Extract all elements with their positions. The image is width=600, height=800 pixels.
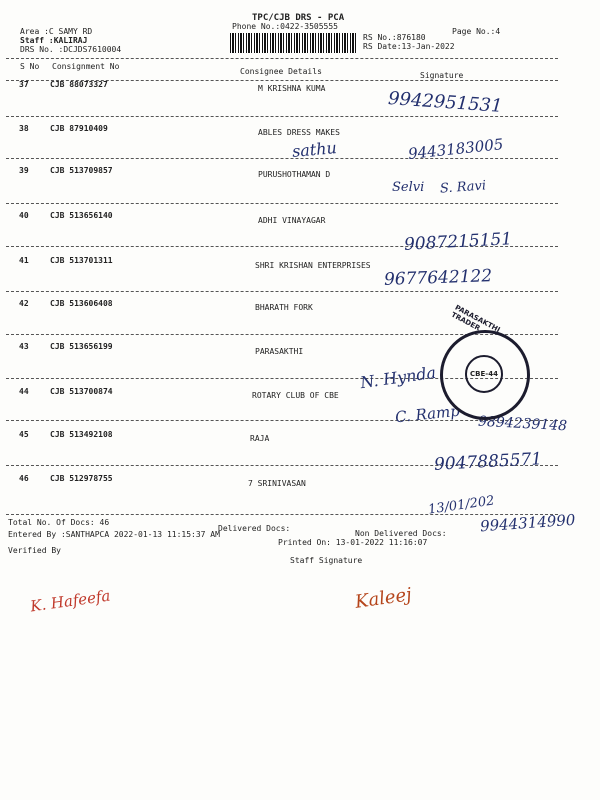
verifier-signature: K. Hafeefa <box>29 586 112 616</box>
page-number: Page No.:4 <box>452 27 501 36</box>
row-serial: 44 <box>19 387 29 396</box>
handwritten-phone: 9087215151 <box>403 229 513 255</box>
column-consignment-no: Consignment No <box>52 62 120 71</box>
row-serial: 37 <box>19 80 29 89</box>
document-title: TPC/CJB DRS - PCA <box>252 13 345 23</box>
row-divider <box>6 514 558 515</box>
row-consignment-number: CJB 513700874 <box>50 387 113 396</box>
column-signature: Signature <box>420 71 464 80</box>
row-consignment-number: CJB 513656140 <box>50 211 113 220</box>
non-delivered-docs: Non Delivered Docs: <box>355 529 447 538</box>
barcode <box>230 33 358 53</box>
row-serial: 42 <box>19 299 29 308</box>
row-consignee: 7 SRINIVASAN <box>248 479 306 488</box>
row-consignee: SHRI KRISHAN ENTERPRISES <box>255 261 371 270</box>
row-consignment-number: CJB 513492108 <box>50 430 113 439</box>
header-divider-top <box>6 58 558 59</box>
row-consignee: ROTARY CLUB OF CBE <box>252 391 339 400</box>
phone-number: Phone No.:0422-3505555 <box>232 22 338 31</box>
row-serial: 38 <box>19 124 29 133</box>
handwritten-signature: C. Ramp <box>394 401 461 427</box>
staff-signature: Kaleej <box>353 584 414 613</box>
row-consignment-number: CJB 87910409 <box>50 124 108 133</box>
delivered-docs: Delivered Docs: <box>218 524 291 533</box>
row-serial: 46 <box>19 474 29 483</box>
row-serial: 45 <box>19 430 29 439</box>
handwritten-phone: 9894239148 <box>477 413 568 435</box>
row-consignee: RAJA <box>250 434 270 443</box>
handwritten-phone: 9942951531 <box>387 88 504 117</box>
row-consignment-number: CJB 513606408 <box>50 299 113 308</box>
handwritten-phone: 9443183005 <box>407 135 505 163</box>
row-divider <box>6 116 558 117</box>
row-serial: 43 <box>19 342 29 351</box>
handwritten-phone: 9944314990 <box>479 510 576 536</box>
row-consignee: ABLES DRESS MAKES <box>258 128 340 137</box>
company-stamp <box>440 303 530 420</box>
verified-by: Verified By <box>8 546 61 555</box>
row-consignee: PURUSHOTHAMAN D <box>258 170 331 179</box>
total-docs: Total No. Of Docs: 46 <box>8 518 110 527</box>
handwritten-signature: Selvi <box>392 180 425 195</box>
row-serial: 40 <box>19 211 29 220</box>
rs-date: RS Date:13-Jan-2022 <box>363 42 455 51</box>
row-divider <box>6 203 558 204</box>
staff-signature-label: Staff Signature <box>290 556 363 565</box>
row-consignee: BHARATH FORK <box>255 303 313 312</box>
handwritten-date: 13/01/202 <box>427 493 496 518</box>
row-consignment-number: CJB 513709857 <box>50 166 113 175</box>
handwritten-signature: sathu <box>291 138 338 161</box>
row-consignee: M KRISHNA KUMA <box>258 84 326 93</box>
row-consignment-number: CJB 512978755 <box>50 474 113 483</box>
row-serial: 41 <box>19 256 29 265</box>
entered-by: Entered By :SANTHAPCA 2022-01-13 11:15:37 AM <box>8 530 220 539</box>
row-divider <box>6 158 558 159</box>
handwritten-signature: S. Ravi <box>439 178 487 197</box>
rs-number: RS No.:876180 <box>363 33 426 42</box>
row-divider <box>6 291 558 292</box>
drs-number: DRS No. :DCJDS7610004 <box>20 45 122 54</box>
row-consignment-number: CJB 88073327 <box>50 80 108 89</box>
stamp-inner-text: CBE-44 <box>465 355 503 393</box>
column-s-no: S No <box>20 62 40 71</box>
row-serial: 39 <box>19 166 29 175</box>
staff-label: Staff :KALIRAJ <box>20 36 88 45</box>
row-consignment-number: CJB 513701311 <box>50 256 113 265</box>
column-consignee-details: Consignee Details <box>240 67 322 76</box>
stamp-outer-text: PARASAKTHI TRADER <box>449 303 502 335</box>
printed-on: Printed On: 13-01-2022 11:16:07 <box>278 538 428 547</box>
row-consignment-number: CJB 513656199 <box>50 342 113 351</box>
row-divider <box>6 420 558 421</box>
handwritten-phone: 9047885571 <box>433 449 543 475</box>
row-consignee: ADHI VINAYAGAR <box>258 216 326 225</box>
row-consignee: PARASAKTHI <box>255 347 304 356</box>
handwritten-phone: 9677642122 <box>383 266 493 290</box>
handwritten-signature: N. Hynda <box>359 362 438 393</box>
area-label: Area :C SAMY RD <box>20 27 93 36</box>
